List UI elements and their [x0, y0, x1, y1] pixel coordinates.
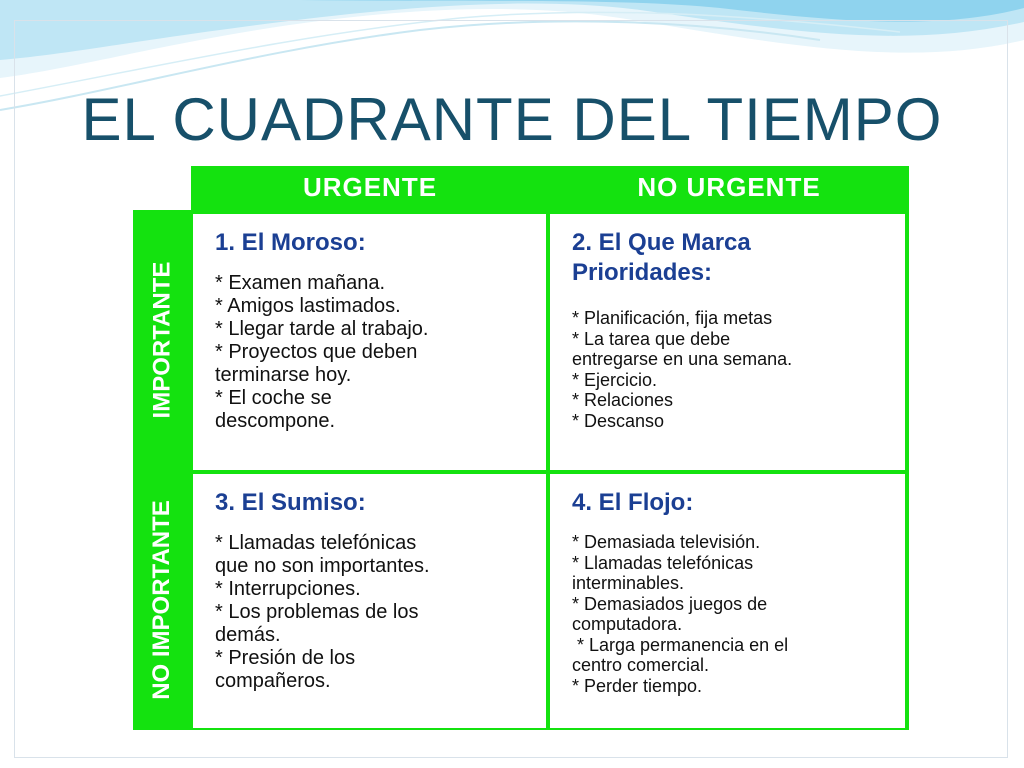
- list-item: * Los problemas de los: [215, 601, 419, 623]
- list-item: interminables.: [572, 573, 685, 593]
- list-item: * Demasiados juegos de: [572, 593, 768, 614]
- quadrant-2-list: [572, 308, 885, 431]
- list-item: * Llegar tarde al trabajo.: [215, 318, 429, 340]
- list-item: * Planificación, fija metas: [572, 308, 773, 328]
- list-item: terminarse hoy.: [215, 364, 352, 386]
- list-item: * El coche se: [215, 387, 332, 409]
- slide-title: EL CUADRANTE DEL TIEMPO: [81, 86, 943, 153]
- quadrant-4-title: 4. El Flojo:: [572, 489, 694, 516]
- row-label-importante: IMPORTANTE: [148, 261, 176, 419]
- quadrant-4-list: [572, 532, 885, 696]
- list-item: * Proyectos que deben: [215, 341, 418, 363]
- list-item: * Demasiada televisión.: [572, 532, 761, 552]
- list-item: computadora.: [572, 614, 683, 634]
- time-quadrant-matrix: [133, 166, 909, 730]
- list-item: descompone.: [215, 410, 336, 432]
- list-item: * Larga permanencia en el: [572, 634, 789, 655]
- list-item: * Ejercicio.: [572, 369, 658, 390]
- quadrant-1-title: 1. El Moroso:: [215, 229, 366, 256]
- list-item: * La tarea que debe: [572, 328, 731, 349]
- quadrant-3-title: 3. El Sumiso:: [215, 489, 366, 516]
- quadrant-1-list: [215, 272, 526, 433]
- quadrant-4: [550, 474, 905, 728]
- column-header-no-urgente: NO URGENTE: [637, 172, 821, 202]
- list-item: * Llamadas telefónicas: [215, 532, 417, 554]
- row-header-no-importante: [133, 470, 191, 730]
- list-item: * Llamadas telefónicas: [572, 552, 754, 573]
- list-item: * Descanso: [572, 410, 665, 431]
- quadrant-grid: [191, 210, 909, 730]
- list-item: demás.: [215, 624, 281, 646]
- list-item: * Examen mañana.: [215, 272, 386, 294]
- quadrant-2-title: 2. El Que Marca Prioridades:: [572, 229, 751, 286]
- row-header-importante: [133, 210, 191, 470]
- quadrant-3: [193, 474, 546, 728]
- list-item: * Interrupciones.: [215, 578, 361, 600]
- list-item: compañeros.: [215, 670, 331, 692]
- quadrant-3-list: [215, 532, 526, 693]
- list-item: que no son importantes.: [215, 555, 430, 577]
- quadrant-1: [193, 214, 546, 470]
- list-item: * Amigos lastimados.: [215, 295, 401, 317]
- column-header-urgente: URGENTE: [302, 172, 438, 202]
- list-item: centro comercial.: [572, 655, 710, 675]
- list-item: * Relaciones: [572, 390, 674, 410]
- list-item: * Presión de los: [215, 647, 356, 669]
- list-item: * Perder tiempo.: [572, 675, 703, 696]
- row-label-no-importante: NO IMPORTANTE: [148, 500, 176, 700]
- quadrant-2: [550, 214, 905, 470]
- list-item: entregarse en una semana.: [572, 349, 793, 369]
